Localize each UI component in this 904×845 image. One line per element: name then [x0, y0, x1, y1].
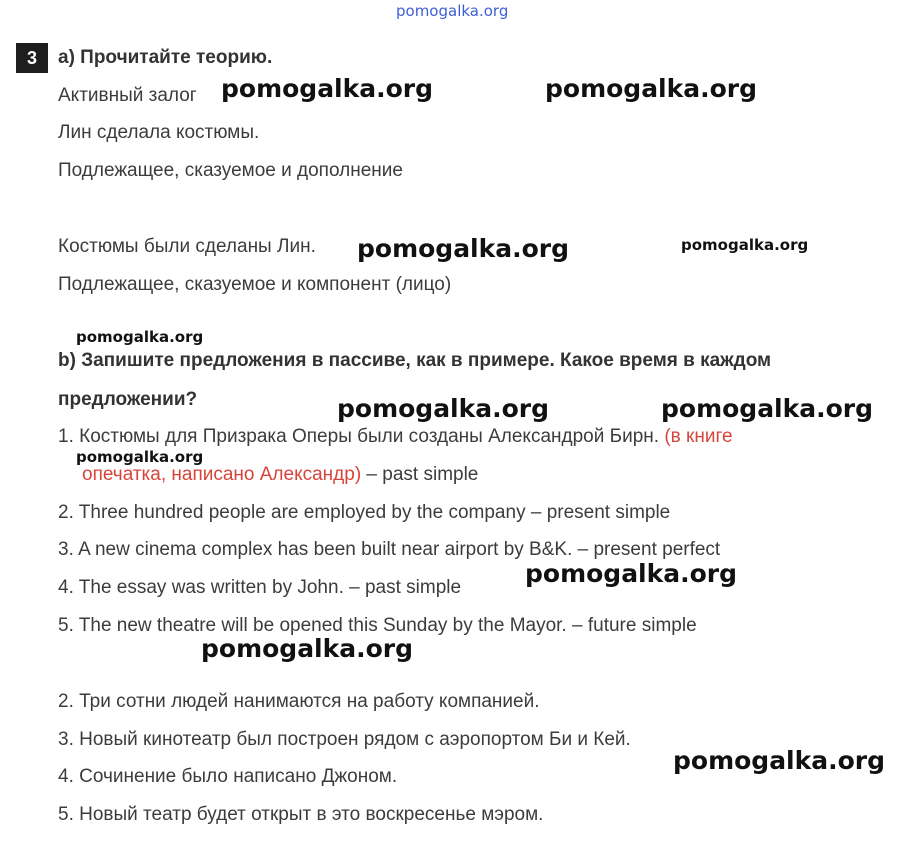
watermark: pomogalka.org [545, 74, 758, 103]
item-en-3: 3. A new cinema complex has been built near airport by B&K. – present perfect [58, 539, 721, 560]
item-ru-2: 2. Три сотни людей нанимаются на работу компанией. [58, 691, 540, 712]
task-number-badge: 3 [16, 43, 48, 73]
item-ru-3: 3. Новый кинотеатр был построен рядом с аэропортом Би и Кей. [58, 729, 631, 750]
active-voice-label: Активный залог [58, 85, 197, 106]
item-en-5: 5. The new theatre will be opened this Sunday by the Mayor. – future simple [58, 615, 697, 636]
item-1-tense: – past simple [361, 464, 479, 485]
item-1-line2 [82, 463, 478, 487]
watermark-top: pomogalka.org [396, 2, 509, 20]
part-a-heading: a) Прочитайте теорию. [58, 47, 273, 68]
watermark: pomogalka.org [681, 236, 809, 254]
item-en-2: 2. Three hundred people are employed by the company – present simple [58, 502, 671, 523]
watermark: pomogalka.org [337, 394, 550, 423]
active-example: Лин сделала костюмы. [58, 122, 260, 143]
active-structure: Подлежащее, сказуемое и дополнение [58, 160, 403, 181]
item-ru-4: 4. Сочинение было написано Джоном. [58, 766, 398, 787]
watermark: pomogalka.org [673, 746, 886, 775]
passive-structure: Подлежащее, сказуемое и компонент (лицо) [58, 274, 452, 295]
watermark: pomogalka.org [221, 74, 434, 103]
item-1-note-end: опечатка, написано Александр) [82, 464, 362, 485]
item-ru-5: 5. Новый театр будет открыт в это воскресенье мэром. [58, 804, 544, 825]
watermark: pomogalka.org [76, 448, 204, 466]
watermark: pomogalka.org [661, 394, 874, 423]
part-b-heading-line1: b) Запишите предложения в пассиве, как в примере. Какое время в каждом [58, 350, 772, 371]
watermark: pomogalka.org [201, 634, 414, 663]
item-1-line1 [58, 425, 733, 449]
watermark: pomogalka.org [525, 559, 738, 588]
watermark: pomogalka.org [357, 234, 570, 263]
passive-example: Костюмы были сделаны Лин. [58, 236, 316, 257]
item-1-note-start: (в книге [664, 426, 733, 447]
item-en-4: 4. The essay was written by John. – past simple [58, 577, 462, 598]
watermark: pomogalka.org [76, 328, 204, 346]
item-1-text: 1. Костюмы для Призрака Оперы были созданы Александрой Бирн. [58, 426, 660, 447]
part-b-heading-line2: предложении? [58, 389, 198, 410]
